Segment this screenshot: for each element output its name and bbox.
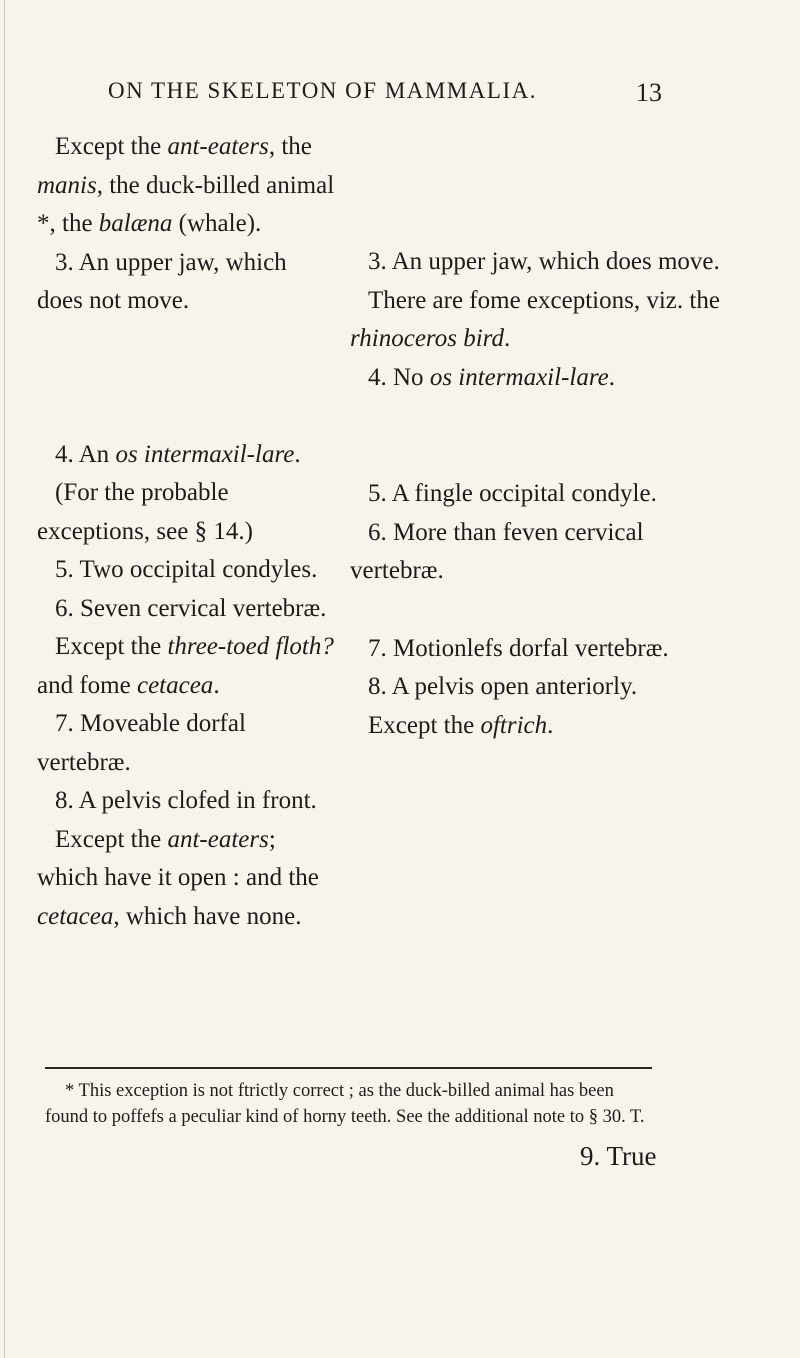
right-para-6: 7. Motionlefs dorfal vertebræ.: [368, 634, 669, 662]
right-column: [350, 128, 720, 745]
left-para-2: 3. An upper jaw, which does not move.: [37, 248, 287, 314]
right-para-2: There are fome exceptions, viz. the rhinoceros bird.: [350, 286, 720, 352]
footnote-rule: [45, 1067, 652, 1069]
running-header: [108, 78, 662, 107]
left-para-5: 5. Two occipital condyles.: [55, 556, 318, 583]
right-para-8: Except the oftrich.: [368, 711, 554, 739]
left-para-10: Except the ant-eaters; which have it open : and the cetacea, which have none.: [37, 825, 319, 930]
right-para-7: 8. A pelvis open anteriorly.: [368, 673, 638, 700]
right-para-3: 4. No os intermaxil-lare.: [368, 363, 615, 391]
page-edge: [4, 0, 5, 1358]
left-para-7: Except the three-toed floth? and fome cetacea.: [37, 633, 334, 699]
right-para-4: 5. A fingle occipital condyle.: [368, 480, 657, 507]
header-title: ON THE SKELETON OF MAMMALIA.: [108, 78, 537, 103]
left-para-9: 8. A pelvis clofed in front.: [55, 787, 317, 814]
left-para-8: 7. Moveable dorfal vertebræ.: [37, 710, 246, 776]
right-para-5: 6. More than feven cervical vertebræ.: [350, 518, 644, 584]
right-para-1: 3. An upper jaw, which does move.: [368, 248, 720, 275]
footnote: [45, 1078, 660, 1130]
catchword: 9. True: [580, 1141, 657, 1171]
left-para-6: 6. Seven cervical vertebræ.: [55, 594, 327, 622]
left-column: [37, 128, 337, 936]
left-para-4: (For the probable exceptions, see § 14.): [37, 479, 253, 545]
footnote-text: * This exception is not ftrictly correct ; as the duck-billed animal has been found to poffefs a peculiar kind of horny teeth. See the additional note to § 30. T.: [45, 1081, 645, 1127]
left-para-3: 4. An os intermaxil-lare.: [55, 440, 301, 468]
left-para-1: Except the ant-eaters, the manis, the duck-billed animal *, the balæna (whale).: [37, 133, 335, 237]
page-number: 13: [636, 78, 662, 107]
